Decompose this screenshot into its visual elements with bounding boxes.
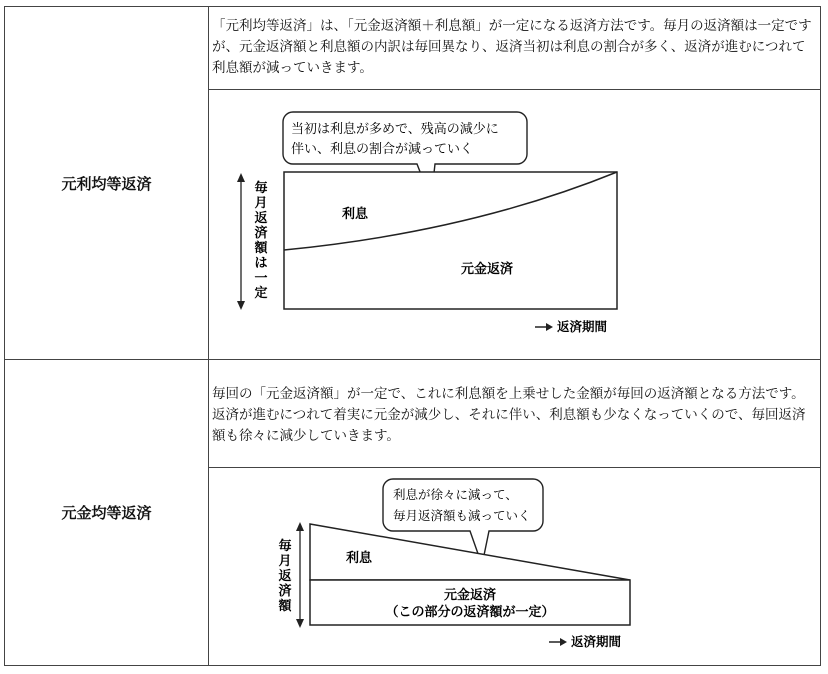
axis-label: 返済期間 <box>571 634 622 649</box>
axis-label: 返済期間 <box>557 319 608 334</box>
principal-label: 元金返済 <box>461 262 514 277</box>
vertical-label-char: 済 <box>254 226 268 241</box>
vertical-label <box>254 180 268 301</box>
principal-label-line2: （この部分の返済額が一定） <box>385 605 555 620</box>
vertical-label-char: は <box>254 256 268 271</box>
interest-label: 利息 <box>346 551 373 566</box>
equal-principal-diagram <box>209 468 820 664</box>
arrow-up-head <box>237 173 245 182</box>
interest-label: 利息 <box>342 207 369 222</box>
vertical-label-char: 一 <box>254 271 268 286</box>
vertical-label-char: 定 <box>254 286 268 301</box>
axis-arrow-head <box>546 323 553 331</box>
method-label-equal-payment: 元利均等返済 <box>61 174 152 193</box>
vertical-label-char: 月 <box>278 554 292 569</box>
equal-payment-description: 「元利均等返済」は、「元金返済額＋利息額」が一定になる返済方法です。毎月の返済額は一定ですが、元金返済額と利息額の内訳は毎回異なり、返済当初は利息の割合が多く、返済が進むにつれて利息額が減っていきます。 <box>212 18 812 76</box>
vertical-label-char: 月 <box>254 196 268 211</box>
arrow-down-head <box>237 301 245 310</box>
arrow-down-head <box>296 619 304 628</box>
vertical-label-char: 額 <box>278 599 292 614</box>
equal-payment-diagram <box>209 90 820 359</box>
arrow-up-head <box>296 522 304 531</box>
method-label-equal-principal: 元金均等返済 <box>61 504 152 522</box>
table-border-bottom <box>4 665 821 666</box>
callout-text-line1: 当初は利息が多めで、残高の減少に <box>291 122 499 137</box>
vertical-label-char: 返 <box>278 569 292 584</box>
vertical-label <box>278 538 292 614</box>
vertical-label-char: 済 <box>278 584 292 599</box>
chart-frame <box>284 172 617 309</box>
vertical-label-char: 毎 <box>254 181 268 196</box>
callout-text-line2: 伴い、利息の割合が減っていく <box>291 142 474 157</box>
principal-label-line1: 元金返済 <box>443 588 497 603</box>
vertical-label-char: 返 <box>254 211 268 226</box>
axis-arrow-head <box>560 638 567 646</box>
vertical-label-char: 額 <box>254 241 268 256</box>
table-border-right <box>820 6 821 666</box>
vertical-label-char: 毎 <box>278 539 292 554</box>
callout-text-line2: 毎月返済額も減っていく <box>393 508 531 523</box>
equal-principal-description: 毎回の「元金返済額」が一定で、これに利息額を上乗せした金額が毎回の返済額となる方法です。返済が進むにつれて着実に元金が減少し、それに伴い、利息額も少なくなっていくので、毎回返済額も徐々に減少していきます。 <box>212 386 806 444</box>
callout-text-line1: 利息が徐々に減って、 <box>393 487 518 502</box>
